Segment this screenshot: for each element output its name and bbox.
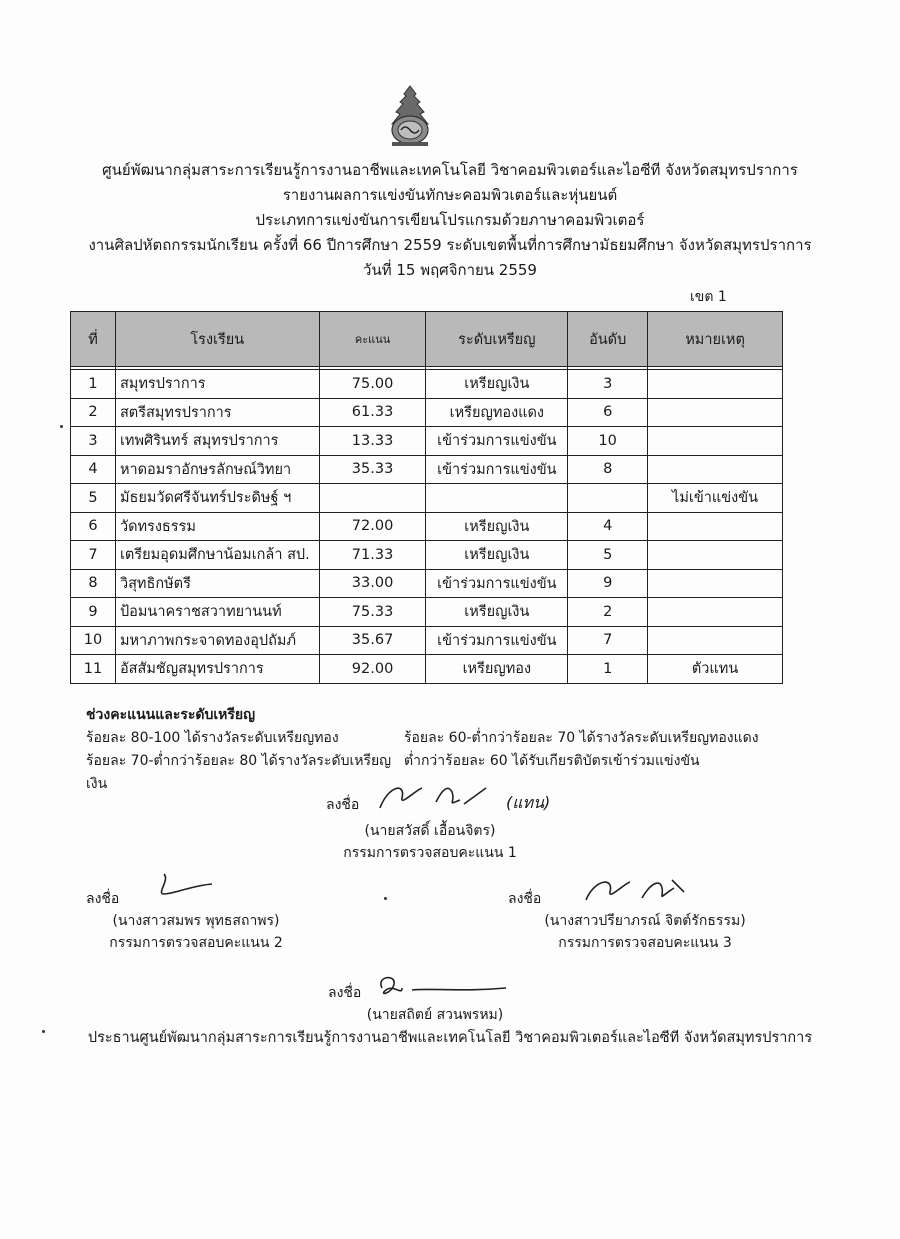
- cell-score: 35.33: [319, 455, 426, 484]
- header-score: คะแนน: [319, 312, 426, 367]
- table-row: [71, 427, 783, 456]
- cell-score: 92.00: [319, 655, 426, 684]
- zone-label: เขต 1: [690, 289, 727, 305]
- cell-medal: เข้าร่วมการแข่งขัน: [426, 569, 568, 598]
- cell-score: 33.00: [319, 569, 426, 598]
- cell-score: [319, 484, 426, 513]
- signature-mark-2: [150, 870, 220, 900]
- cell-rank: 8: [568, 455, 648, 484]
- signature-mark-3: [580, 872, 700, 908]
- cell-rank: 1: [568, 655, 648, 684]
- cell-note: [648, 455, 783, 484]
- legend-bronze: ร้อยละ 60-ต่ำกว่าร้อยละ 70 ได้รางวัลระดับเหรียญทองแดง: [404, 730, 759, 746]
- cell-school: อัสสัมชัญสมุทรปราการ: [115, 655, 319, 684]
- header-school: โรงเรียน: [115, 312, 319, 367]
- signatory-3-name: (นางสาวปรียาภรณ์ จิตต์รักธรรม): [544, 913, 746, 929]
- cell-no: 8: [71, 569, 116, 598]
- heading-line-3: ประเภทการแข่งขันการเขียนโปรแกรมด้วยภาษาคอมพิวเตอร์: [255, 211, 645, 229]
- cell-medal: เข้าร่วมการแข่งขัน: [426, 626, 568, 655]
- sign-label-1: ลงชื่อ: [326, 797, 360, 813]
- table-row: [71, 370, 783, 399]
- signatory-3-role: กรรมการตรวจสอบคะแนน 3: [558, 935, 732, 951]
- cell-note: [648, 427, 783, 456]
- cell-rank: 2: [568, 598, 648, 627]
- cell-score: 35.67: [319, 626, 426, 655]
- heading-line-4: งานศิลปหัตถกรรมนักเรียน ครั้งที่ 66 ปีการศึกษา 2559 ระดับเขตพื้นที่การศึกษามัธยมศึกษา จังหวัดสมุทรปราการ: [88, 236, 812, 254]
- cell-medal: เข้าร่วมการแข่งขัน: [426, 427, 568, 456]
- cell-no: 6: [71, 512, 116, 541]
- cell-no: 3: [71, 427, 116, 456]
- cell-medal: [426, 484, 568, 513]
- cell-medal: เหรียญเงิน: [426, 598, 568, 627]
- header-rank: อันดับ: [568, 312, 648, 367]
- table-row: [71, 598, 783, 627]
- cell-rank: 5: [568, 541, 648, 570]
- cell-no: 2: [71, 398, 116, 427]
- signature-note-1: (แทน): [506, 793, 551, 812]
- table-row: [71, 655, 783, 684]
- signatory-1-name: (นายสวัสดิ์ เอื้อนจิตร): [364, 823, 496, 839]
- cell-school: วัดทรงธรรม: [115, 512, 319, 541]
- signatory-3: [530, 910, 760, 954]
- legend-participate: ต่ำกว่าร้อยละ 60 ได้รับเกียรติบัตรเข้าร่วมแข่งขัน: [404, 753, 700, 769]
- scan-speck: [42, 1030, 45, 1033]
- table-row: [71, 541, 783, 570]
- cell-medal: เหรียญเงิน: [426, 541, 568, 570]
- signature-block-3: [508, 888, 541, 910]
- cell-rank: 4: [568, 512, 648, 541]
- table-row: [71, 398, 783, 427]
- cell-note: [648, 370, 783, 399]
- cell-school: สมุทรปราการ: [115, 370, 319, 399]
- legend-title: ช่วงคะแนนและระดับเหรียญ: [86, 707, 256, 723]
- signature-block-2: [86, 888, 119, 910]
- cell-rank: 3: [568, 370, 648, 399]
- signatory-2-name: (นางสาวสมพร พุทธสถาพร): [112, 913, 280, 929]
- cell-note: [648, 398, 783, 427]
- cell-no: 10: [71, 626, 116, 655]
- cell-note: [648, 512, 783, 541]
- header-medal: ระดับเหรียญ: [426, 312, 568, 367]
- table-row: [71, 512, 783, 541]
- cell-school: ป้อมนาคราชสวาทยานนท์: [115, 598, 319, 627]
- cell-no: 5: [71, 484, 116, 513]
- cell-note: [648, 569, 783, 598]
- signatory-1-role: กรรมการตรวจสอบคะแนน 1: [343, 845, 517, 861]
- cell-school: สตรีสมุทรปราการ: [115, 398, 319, 427]
- results-table: [70, 311, 783, 684]
- table-row: [71, 455, 783, 484]
- cell-note: [648, 626, 783, 655]
- cell-rank: 10: [568, 427, 648, 456]
- cell-no: 9: [71, 598, 116, 627]
- cell-rank: 9: [568, 569, 648, 598]
- legend-gold: ร้อยละ 80-100 ได้รางวัลระดับเหรียญทอง: [86, 730, 339, 746]
- cell-score: 71.33: [319, 541, 426, 570]
- signatory-2-role: กรรมการตรวจสอบคะแนน 2: [109, 935, 283, 951]
- cell-school: หาดอมราอักษรลักษณ์วิทยา: [115, 455, 319, 484]
- cell-no: 4: [71, 455, 116, 484]
- cell-rank: 6: [568, 398, 648, 427]
- cell-school: วิสุทธิกษัตรี: [115, 569, 319, 598]
- table-row: [71, 626, 783, 655]
- cell-medal: เหรียญเงิน: [426, 370, 568, 399]
- cell-medal: เหรียญทอง: [426, 655, 568, 684]
- cell-rank: [568, 484, 648, 513]
- emblem-logo: [386, 84, 434, 148]
- heading-line-5: วันที่ 15 พฤศจิกายน 2559: [363, 261, 537, 279]
- heading-line-1: ศูนย์พัฒนากลุ่มสาระการเรียนรู้การงานอาชีพและเทคโนโลยี วิชาคอมพิวเตอร์และไอซีที จังหวัดสมุทรปราการ: [102, 161, 798, 179]
- cell-medal: เหรียญทองแดง: [426, 398, 568, 427]
- document-headings: [40, 158, 860, 283]
- cell-note: [648, 598, 783, 627]
- sign-label-2: ลงชื่อ: [86, 891, 120, 907]
- cell-school: เตรียมอุดมศึกษาน้อมเกล้า สป.: [115, 541, 319, 570]
- cell-note: ไม่เข้าแข่งขัน: [648, 484, 783, 513]
- cell-score: 72.00: [319, 512, 426, 541]
- header-no: ที่: [71, 312, 116, 367]
- signature-mark-4: [372, 970, 512, 1004]
- table-header-row: [71, 312, 783, 367]
- table-row: [71, 484, 783, 513]
- cell-rank: 7: [568, 626, 648, 655]
- scan-speck: [384, 897, 387, 900]
- cell-medal: เหรียญเงิน: [426, 512, 568, 541]
- signature-block-4: [328, 982, 361, 1004]
- cell-medal: เข้าร่วมการแข่งขัน: [426, 455, 568, 484]
- cell-note: ตัวแทน: [648, 655, 783, 684]
- sign-label-3: ลงชื่อ: [508, 891, 542, 907]
- signatory-2: [96, 910, 296, 954]
- cell-school: เทพศิรินทร์ สมุทรปราการ: [115, 427, 319, 456]
- signatory-4-name: (นายสถิตย์ สวนพรหม): [366, 1007, 504, 1023]
- legend-silver: ร้อยละ 70-ต่ำกว่าร้อยละ 80 ได้รางวัลระดับเหรียญเงิน: [86, 753, 392, 792]
- cell-note: [648, 541, 783, 570]
- cell-school: มหาภาพกระจาดทองอุปถัมภ์: [115, 626, 319, 655]
- signature-mark-1: [376, 780, 516, 816]
- signature-block-1: [326, 794, 359, 816]
- cell-no: 7: [71, 541, 116, 570]
- scan-speck: [60, 425, 63, 428]
- sign-label-4: ลงชื่อ: [328, 985, 362, 1001]
- cell-no: 1: [71, 370, 116, 399]
- cell-no: 11: [71, 655, 116, 684]
- heading-line-2: รายงานผลการแข่งขันทักษะคอมพิวเตอร์และหุ่นยนต์: [282, 186, 618, 204]
- cell-score: 13.33: [319, 427, 426, 456]
- signatory-4-role: ประธานศูนย์พัฒนากลุ่มสาระการเรียนรู้การงานอาชีพและเทคโนโลยี วิชาคอมพิวเตอร์และไอซีที จังหวัดสมุทรปราการ: [87, 1030, 813, 1046]
- cell-school: มัธยมวัดศรีจันทร์ประดิษฐ์ ฯ: [115, 484, 319, 513]
- table-row: [71, 569, 783, 598]
- cell-score: 61.33: [319, 398, 426, 427]
- cell-score: 75.00: [319, 370, 426, 399]
- header-note: หมายเหตุ: [648, 312, 783, 367]
- cell-score: 75.33: [319, 598, 426, 627]
- signatory-1: [300, 820, 560, 864]
